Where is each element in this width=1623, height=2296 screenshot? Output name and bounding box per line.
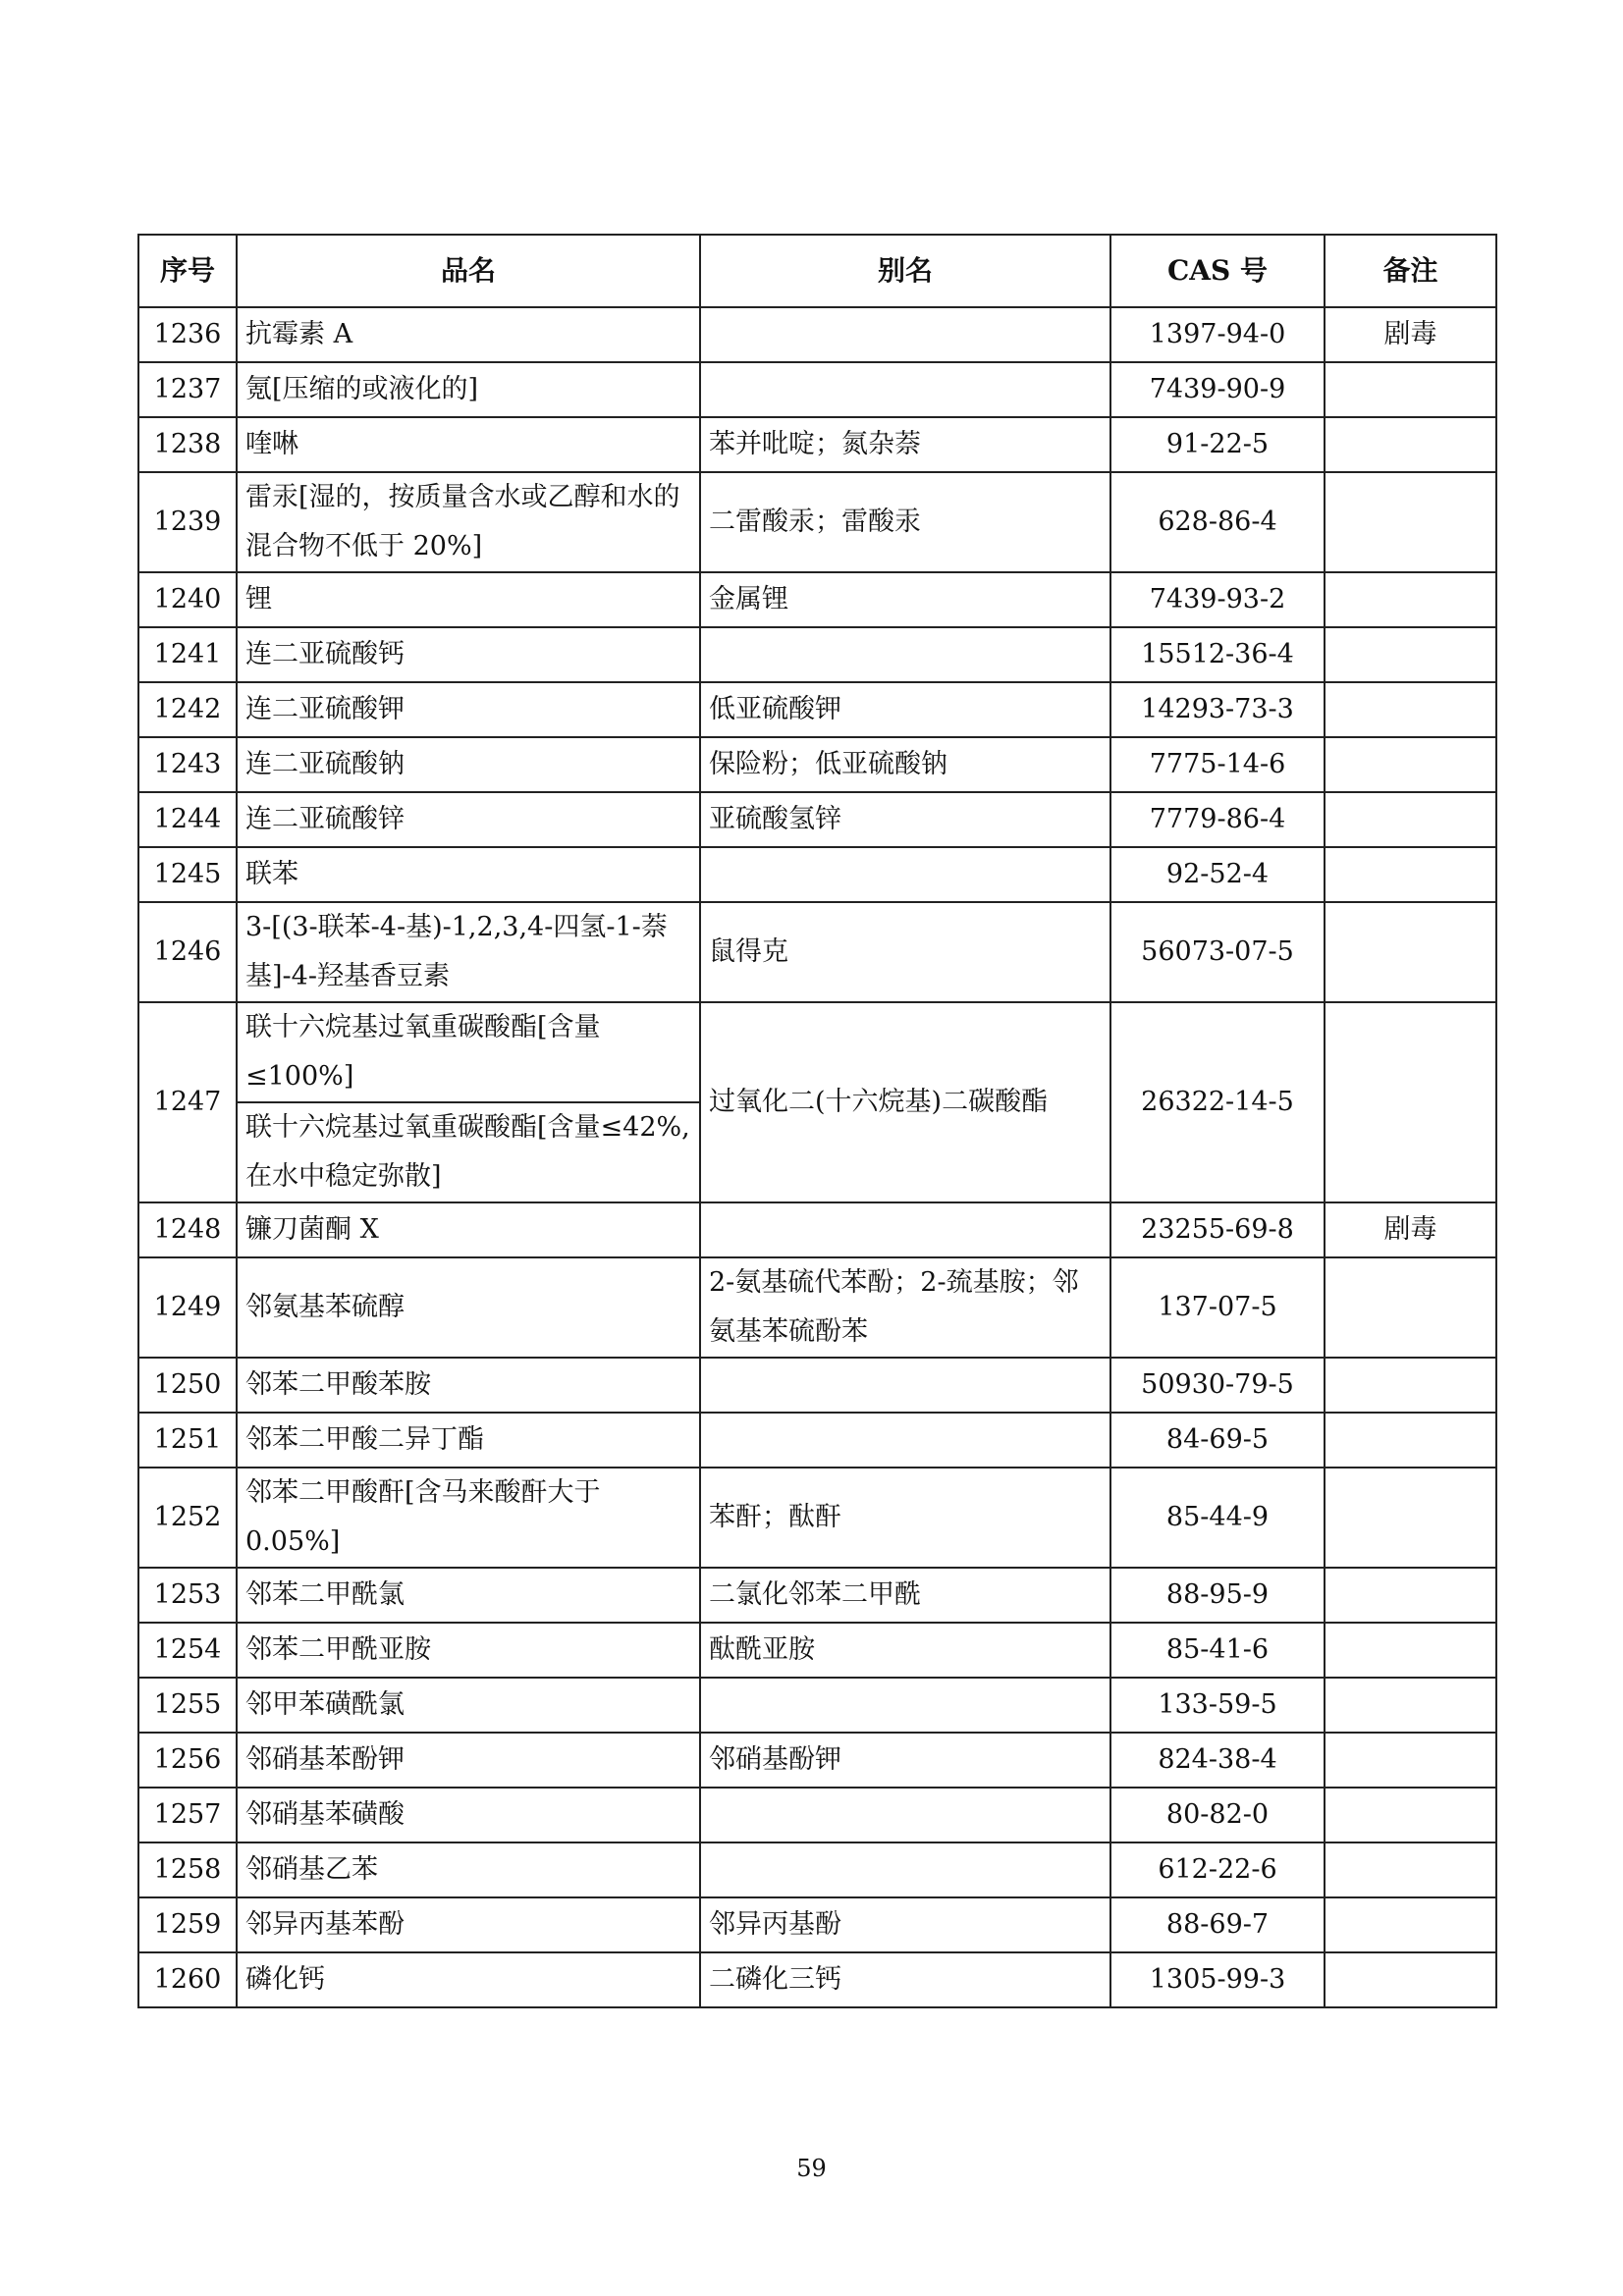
cell-serial: 1245 [138,847,237,902]
cell-serial: 1241 [138,627,237,682]
cell-name: 磷化钙 [237,1952,700,2007]
cell-name: 邻苯二甲酸酐[含马来酸酐大于 0.05%] [237,1468,700,1568]
cell-note [1325,1358,1496,1413]
cell-alias [700,1788,1110,1842]
cell-name: 邻硝基乙苯 [237,1842,700,1897]
cell-name: 邻硝基苯磺酸 [237,1788,700,1842]
table-row [138,1788,1496,1842]
header-name: 品名 [237,235,700,307]
table-row [138,902,1496,1002]
cell-note [1325,1842,1496,1897]
cell-name: 邻苯二甲酸二异丁酯 [237,1413,700,1468]
cell-alias: 苯酐；酞酐 [700,1468,1110,1568]
cell-note [1325,1257,1496,1358]
cell-note: 剧毒 [1325,307,1496,362]
cell-name: 连二亚硫酸钠 [237,737,700,792]
cell-cas: 80-82-0 [1110,1788,1325,1842]
cell-name: 雷汞[湿的，按质量含水或乙醇和水的混合物不低于 20%] [237,472,700,572]
table-row [138,1842,1496,1897]
cell-alias: 鼠得克 [700,902,1110,1002]
cell-cas: 137-07-5 [1110,1257,1325,1358]
cell-note [1325,682,1496,737]
cell-name: 抗霉素 A [237,307,700,362]
table-row [138,792,1496,847]
cell-note [1325,1568,1496,1623]
cell-note [1325,1678,1496,1733]
cell-cas: 824-38-4 [1110,1733,1325,1788]
table-row [138,1257,1496,1358]
table-row [138,1568,1496,1623]
cell-cas: 92-52-4 [1110,847,1325,902]
cell-cas: 1397-94-0 [1110,307,1325,362]
cell-note [1325,847,1496,902]
cell-serial: 1256 [138,1733,237,1788]
table-row [138,1897,1496,1952]
cell-cas: 612-22-6 [1110,1842,1325,1897]
cell-serial: 1249 [138,1257,237,1358]
cell-alias [700,627,1110,682]
cell-cas: 56073-07-5 [1110,902,1325,1002]
cell-note [1325,1468,1496,1568]
cell-note [1325,902,1496,1002]
cell-alias: 酞酰亚胺 [700,1623,1110,1678]
cell-serial: 1243 [138,737,237,792]
cell-serial: 1250 [138,1358,237,1413]
cell-alias: 亚硫酸氢锌 [700,792,1110,847]
cell-alias [700,1842,1110,1897]
cell-alias: 过氧化二(十六烷基)二碳酸酯 [700,1002,1110,1202]
cell-cas: 7779-86-4 [1110,792,1325,847]
table-row [138,1733,1496,1788]
cell-name: 锂 [237,572,700,627]
header-note: 备注 [1325,235,1496,307]
cell-cas: 88-69-7 [1110,1897,1325,1952]
cell-name: 联十六烷基过氧重碳酸酯[含量≤42%,在水中稳定弥散] [237,1102,700,1202]
cell-cas: 26322-14-5 [1110,1002,1325,1202]
cell-alias [700,1678,1110,1733]
cell-serial: 1244 [138,792,237,847]
page-number: 59 [796,2155,827,2182]
cell-serial: 1246 [138,902,237,1002]
cell-alias [700,1202,1110,1257]
cell-alias: 二氯化邻苯二甲酰 [700,1568,1110,1623]
cell-serial: 1253 [138,1568,237,1623]
cell-name: 3-[(3-联苯-4-基)-1,2,3,4-四氢-1-萘基]-4-羟基香豆素 [237,902,700,1002]
cell-cas: 15512-36-4 [1110,627,1325,682]
cell-name: 连二亚硫酸钾 [237,682,700,737]
cell-name: 邻苯二甲酰氯 [237,1568,700,1623]
cell-serial: 1258 [138,1842,237,1897]
cell-serial: 1255 [138,1678,237,1733]
table-row [138,1952,1496,2007]
cell-note [1325,1002,1496,1202]
cell-note [1325,1413,1496,1468]
table-row [138,417,1496,472]
table-row [138,682,1496,737]
cell-alias: 低亚硫酸钾 [700,682,1110,737]
cell-note [1325,1952,1496,2007]
cell-alias: 邻异丙基酚 [700,1897,1110,1952]
cell-alias [700,847,1110,902]
cell-note [1325,1733,1496,1788]
cell-serial: 1236 [138,307,237,362]
cell-name: 连二亚硫酸钙 [237,627,700,682]
cell-cas: 628-86-4 [1110,472,1325,572]
table-header-row [138,235,1496,307]
table-row [138,572,1496,627]
header-serial: 序号 [138,235,237,307]
cell-alias [700,1358,1110,1413]
cell-cas: 133-59-5 [1110,1678,1325,1733]
cell-serial: 1251 [138,1413,237,1468]
cell-alias [700,1413,1110,1468]
table-row [138,1002,1496,1102]
cell-name: 邻苯二甲酸苯胺 [237,1358,700,1413]
table-row [138,1413,1496,1468]
cell-serial: 1240 [138,572,237,627]
cell-note [1325,572,1496,627]
cell-note [1325,792,1496,847]
cell-name: 邻氨基苯硫醇 [237,1257,700,1358]
cell-alias [700,362,1110,417]
cell-serial: 1257 [138,1788,237,1842]
cell-serial: 1252 [138,1468,237,1568]
cell-serial: 1239 [138,472,237,572]
table-row [138,362,1496,417]
cell-name: 邻异丙基苯酚 [237,1897,700,1952]
cell-cas: 88-95-9 [1110,1568,1325,1623]
cell-serial: 1260 [138,1952,237,2007]
cell-serial: 1248 [138,1202,237,1257]
cell-name: 氪[压缩的或液化的] [237,362,700,417]
cell-alias: 邻硝基酚钾 [700,1733,1110,1788]
table-row [138,307,1496,362]
cell-cas: 14293-73-3 [1110,682,1325,737]
cell-cas: 84-69-5 [1110,1413,1325,1468]
cell-cas: 91-22-5 [1110,417,1325,472]
table-row [138,1358,1496,1413]
cell-alias: 二雷酸汞；雷酸汞 [700,472,1110,572]
table-row [138,847,1496,902]
table-row [138,1623,1496,1678]
cell-name: 邻苯二甲酰亚胺 [237,1623,700,1678]
cell-alias: 苯并吡啶；氮杂萘 [700,417,1110,472]
cell-name: 喹啉 [237,417,700,472]
cell-note [1325,417,1496,472]
cell-note: 剧毒 [1325,1202,1496,1257]
cell-note [1325,737,1496,792]
table-row [138,1202,1496,1257]
table-row [138,737,1496,792]
cell-cas: 7775-14-6 [1110,737,1325,792]
table-row [138,1468,1496,1568]
cell-name: 邻甲苯磺酰氯 [237,1678,700,1733]
cell-alias: 二磷化三钙 [700,1952,1110,2007]
cell-serial: 1237 [138,362,237,417]
cell-note [1325,1623,1496,1678]
cell-cas: 85-41-6 [1110,1623,1325,1678]
cell-serial: 1259 [138,1897,237,1952]
header-cas: CAS 号 [1110,235,1325,307]
cell-note [1325,362,1496,417]
table-row [138,627,1496,682]
cell-cas: 23255-69-8 [1110,1202,1325,1257]
cell-note [1325,627,1496,682]
cell-name: 镰刀菌酮 X [237,1202,700,1257]
cell-cas: 85-44-9 [1110,1468,1325,1568]
cell-serial: 1238 [138,417,237,472]
cell-alias [700,307,1110,362]
cell-alias: 金属锂 [700,572,1110,627]
cell-note [1325,472,1496,572]
cell-name: 连二亚硫酸锌 [237,792,700,847]
table-row [138,1678,1496,1733]
cell-serial: 1242 [138,682,237,737]
cell-cas: 50930-79-5 [1110,1358,1325,1413]
cell-note [1325,1897,1496,1952]
table-row [138,472,1496,572]
cell-cas: 7439-93-2 [1110,572,1325,627]
cell-name: 联十六烷基过氧重碳酸酯[含量≤100%] [237,1002,700,1102]
table-body [138,307,1496,2007]
cell-name: 联苯 [237,847,700,902]
cell-alias: 2-氨基硫代苯酚；2-巯基胺；邻氨基苯硫酚苯 [700,1257,1110,1358]
cell-cas: 1305-99-3 [1110,1952,1325,2007]
cell-cas: 7439-90-9 [1110,362,1325,417]
cell-note [1325,1788,1496,1842]
cell-serial: 1247 [138,1002,237,1202]
cell-alias: 保险粉；低亚硫酸钠 [700,737,1110,792]
cell-serial: 1254 [138,1623,237,1678]
header-alias: 别名 [700,235,1110,307]
chemical-table [137,234,1497,2008]
cell-name: 邻硝基苯酚钾 [237,1733,700,1788]
